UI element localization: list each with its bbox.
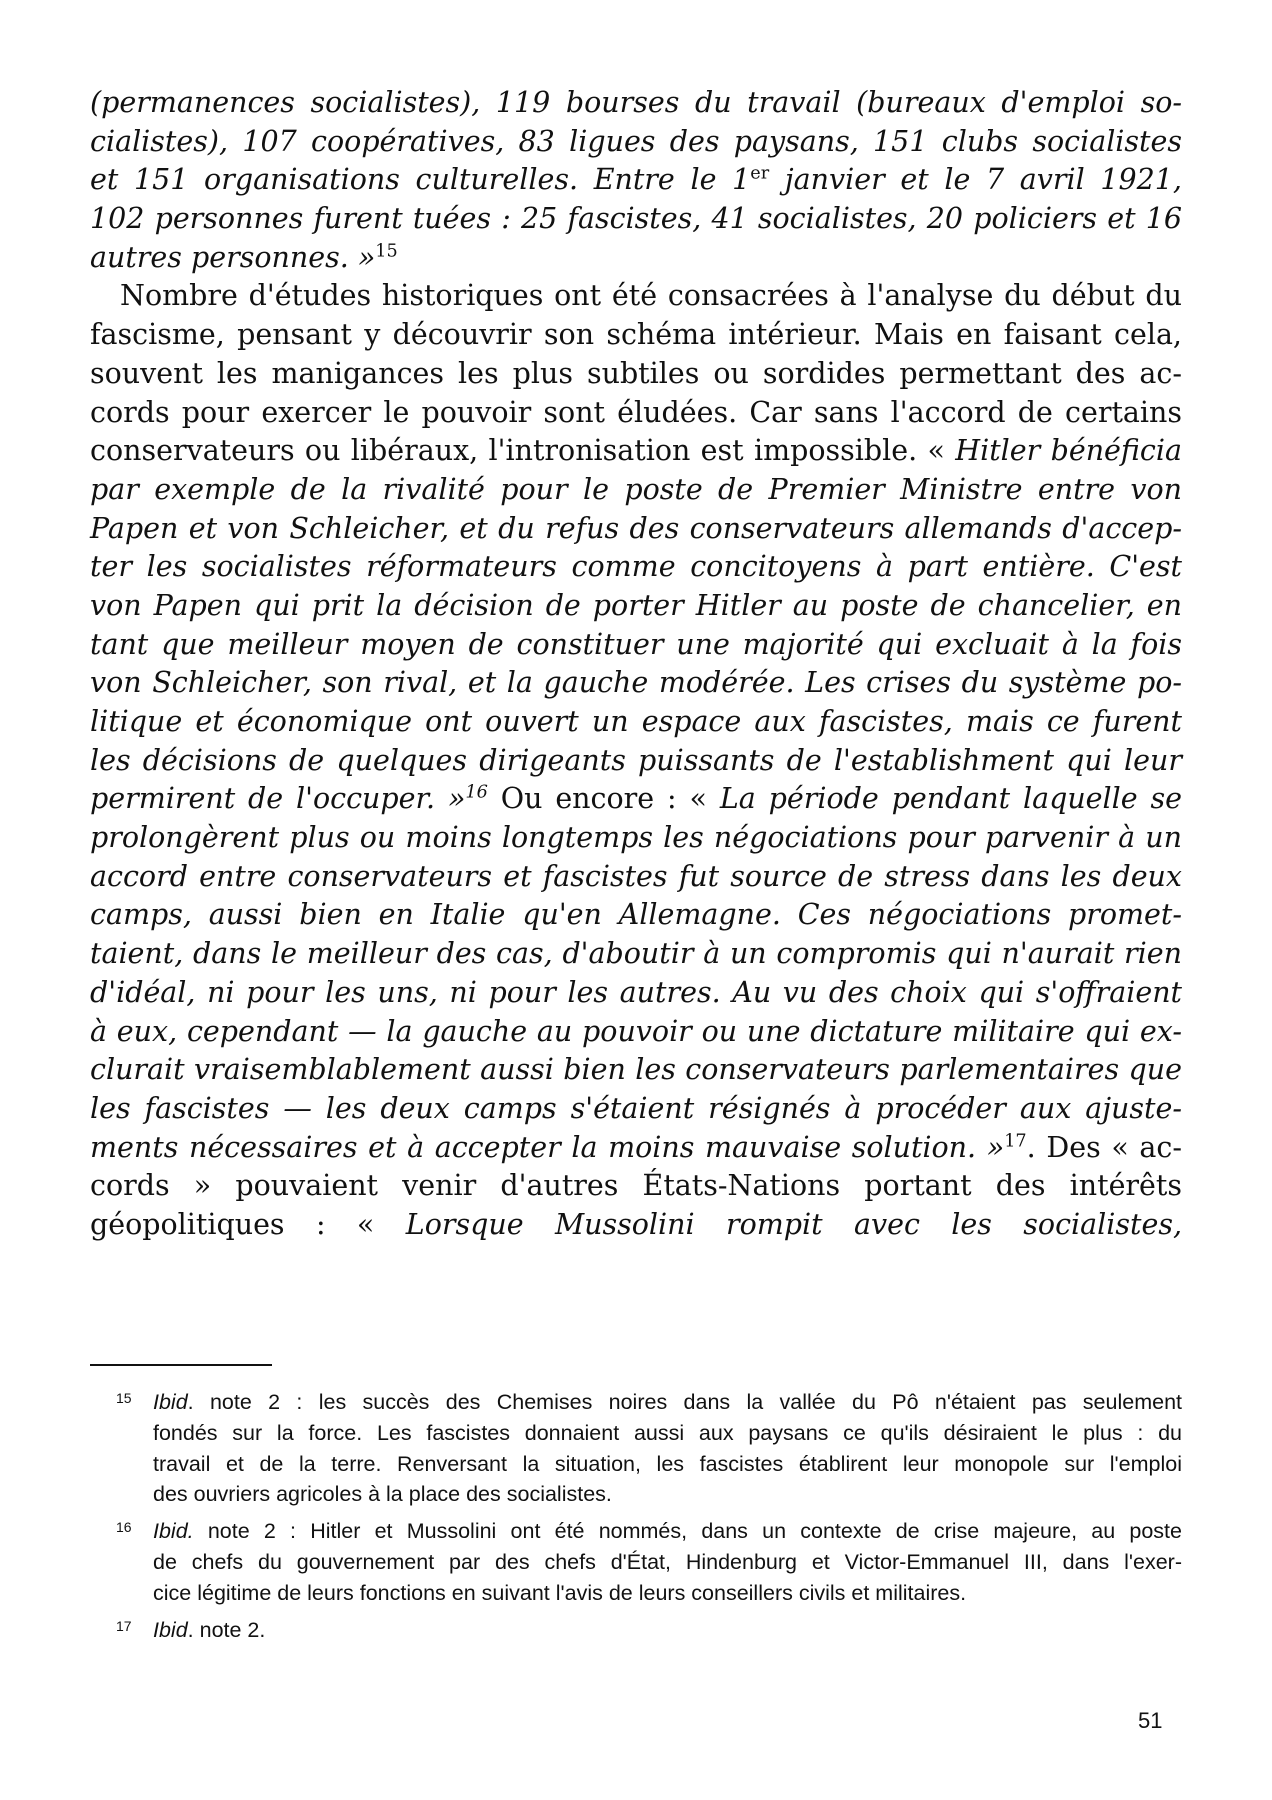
italic-text: permirent de l'occuper. » (90, 782, 466, 816)
italic-text: cialistes), 107 coopératives, 83 ligues des paysans, 151 clubs socialistes (90, 124, 1182, 158)
text-line (90, 780, 1182, 819)
footnote-line (153, 1387, 1182, 1418)
text-line (90, 161, 1182, 200)
text-line (90, 587, 1182, 626)
italic-text: von Schleicher, son rival, et la gauche modérée. Les crises du système po- (90, 666, 1182, 700)
note-reference: 16 (465, 782, 488, 803)
text-run: fascisme, pensant y découvrir son schéma intérieur. Mais en faisant cela, (90, 318, 1182, 352)
text-line (90, 858, 1182, 897)
italic-text: Ibid. (153, 1519, 194, 1544)
footnote-number: 16 (116, 1519, 132, 1536)
text-line (90, 974, 1182, 1013)
text-line (90, 316, 1182, 355)
text-run: note 2 : Hitler et Mussolini ont été nommés, dans un contexte de crise majeure, au poste (193, 1519, 1182, 1544)
text-line (90, 1090, 1182, 1129)
footnote-line (153, 1547, 1182, 1578)
text-line (90, 277, 1182, 316)
text-run: géopolitiques : « (90, 1207, 406, 1241)
footnote-line (153, 1578, 1182, 1609)
text-line (90, 84, 1182, 123)
text-line (90, 355, 1182, 394)
italic-text: prolongèrent plus ou moins longtemps les négociations pour parvenir à un (90, 821, 1182, 855)
italic-text: à eux, cependant — la gauche au pouvoir ou une dictature militaire qui ex- (90, 1014, 1182, 1048)
body-text (90, 84, 1182, 1245)
text-line (90, 200, 1182, 239)
text-line (90, 626, 1182, 665)
italic-text: Papen et von Schleicher, et du refus des conservateurs allemands d'accep- (90, 511, 1182, 545)
text-run: cords » pouvaient venir d'autres États-Nations portant des intérêts (90, 1169, 1182, 1203)
italic-text: les fascistes — les deux camps s'étaient résignés à procéder aux ajuste- (90, 1091, 1182, 1125)
footnote-line (153, 1449, 1182, 1480)
text-line (90, 1167, 1182, 1206)
footnote (90, 1615, 1182, 1646)
text-line (90, 394, 1182, 433)
italic-text: ter les socialistes réformateurs comme concitoyens à part entière. C'est (90, 550, 1182, 584)
italic-text: janvier et le 7 avril 1921, (769, 163, 1182, 197)
italic-text: et 151 organisations culturelles. Entre le 1 (90, 163, 751, 197)
text-run: travail et de la terre. Renversant la situation, les fascistes établirent leur monopole sur l'emploi (153, 1451, 1182, 1476)
text-run: Nombre d'études historiques ont été consacrées à l'analyse du début du (120, 279, 1182, 313)
text-line (90, 1206, 1182, 1245)
italic-text: camps, aussi bien en Italie qu'en Allemagne. Ces négociations promet- (90, 898, 1182, 932)
text-run: de chefs du gouvernement par des chefs d'État, Hindenburg et Victor-Emmanuel III, dans l'exer- (153, 1549, 1182, 1574)
footnote-number: 15 (116, 1390, 132, 1406)
text-run: fondés sur la force. Les fascistes donnaient aussi aux paysans ce qu'ils désiraient le plus : du (153, 1420, 1182, 1445)
italic-text: Hitler bénéficia (955, 434, 1182, 468)
text-line (90, 1129, 1182, 1168)
text-run: des ouvriers agricoles à la place des socialistes. (153, 1482, 612, 1507)
italic-text: par exemple de la rivalité pour le poste de Premier Ministre entre von (90, 472, 1182, 506)
italic-text: ments nécessaires et à accepter la moins mauvaise solution. » (90, 1130, 1005, 1164)
italic-text: tant que meilleur moyen de constituer une majorité qui excluait à la fois (90, 627, 1182, 661)
note-reference: er (750, 163, 770, 184)
italic-text: von Papen qui prit la décision de porter Hitler au poste de chancelier, en (90, 588, 1182, 622)
italic-text: autres personnes. » (90, 240, 376, 274)
text-run: . Des « ac- (1026, 1130, 1182, 1164)
text-line (90, 742, 1182, 781)
italic-text: La période pendant laquelle se (719, 782, 1182, 816)
italic-text: taient, dans le meilleur des cas, d'aboutir à un compromis qui n'aurait rien (90, 937, 1182, 971)
text-line (90, 123, 1182, 162)
footnote (90, 1387, 1182, 1510)
italic-text: accord entre conservateurs et fascistes fut source de stress dans les deux (90, 859, 1182, 893)
footnote-separator (90, 1364, 272, 1366)
italic-text: Lorsque Mussolini rompit avec les socialistes, (405, 1207, 1182, 1241)
italic-text: les décisions de quelques dirigeants puissants de l'establishment qui leur (90, 743, 1182, 777)
italic-text: 102 personnes furent tuées : 25 fascistes, 41 socialistes, 20 policiers et 16 (90, 202, 1182, 236)
text-line (90, 432, 1182, 471)
footnote-line (153, 1479, 1182, 1510)
text-run: conservateurs ou libéraux, l'intronisation est impossible. « (90, 434, 956, 468)
text-run: . note 2. (187, 1617, 266, 1642)
italic-text: Ibid (153, 1617, 188, 1642)
text-line (90, 548, 1182, 587)
text-run: Ou encore : « (487, 782, 720, 816)
text-line (90, 935, 1182, 974)
text-line (90, 1051, 1182, 1090)
text-run: cords pour exercer le pouvoir sont éludées. Car sans l'accord de certains (90, 395, 1182, 429)
footnotes (90, 1387, 1182, 1651)
italic-text: (permanences socialistes), 119 bourses du travail (bureaux d'emploi so- (90, 86, 1182, 119)
text-line (90, 819, 1182, 858)
text-line (90, 510, 1182, 549)
text-line (90, 471, 1182, 510)
footnote-line (153, 1516, 1182, 1547)
text-line (90, 239, 1182, 278)
footnote-line (153, 1418, 1182, 1449)
text-run: cice légitime de leurs fonctions en suivant l'avis de leurs conseillers civils et militaires. (153, 1580, 967, 1605)
italic-text: litique et économique ont ouvert un espace aux fascistes, mais ce furent (90, 705, 1182, 738)
footnote-number: 17 (116, 1617, 132, 1634)
page-number: 51 (1138, 1708, 1163, 1733)
footnote-line (153, 1615, 1182, 1646)
text-run: souvent les manigances les plus subtiles ou sordides permettant des ac- (90, 356, 1182, 390)
note-reference: 17 (1004, 1131, 1027, 1152)
note-reference: 15 (375, 241, 398, 262)
italic-text: Ibid (153, 1390, 188, 1414)
footnote (90, 1516, 1182, 1608)
text-line (90, 703, 1182, 742)
text-line (90, 1013, 1182, 1052)
text-line (90, 896, 1182, 935)
italic-text: clurait vraisemblablement aussi bien les conservateurs parlementaires que (90, 1053, 1182, 1087)
text-run: . note 2 : les succès des Chemises noires dans la vallée du Pô n'étaient pas seulement (187, 1390, 1182, 1414)
text-line (90, 664, 1182, 703)
italic-text: d'idéal, ni pour les uns, ni pour les autres. Au vu des choix qui s'offraient (90, 975, 1182, 1009)
